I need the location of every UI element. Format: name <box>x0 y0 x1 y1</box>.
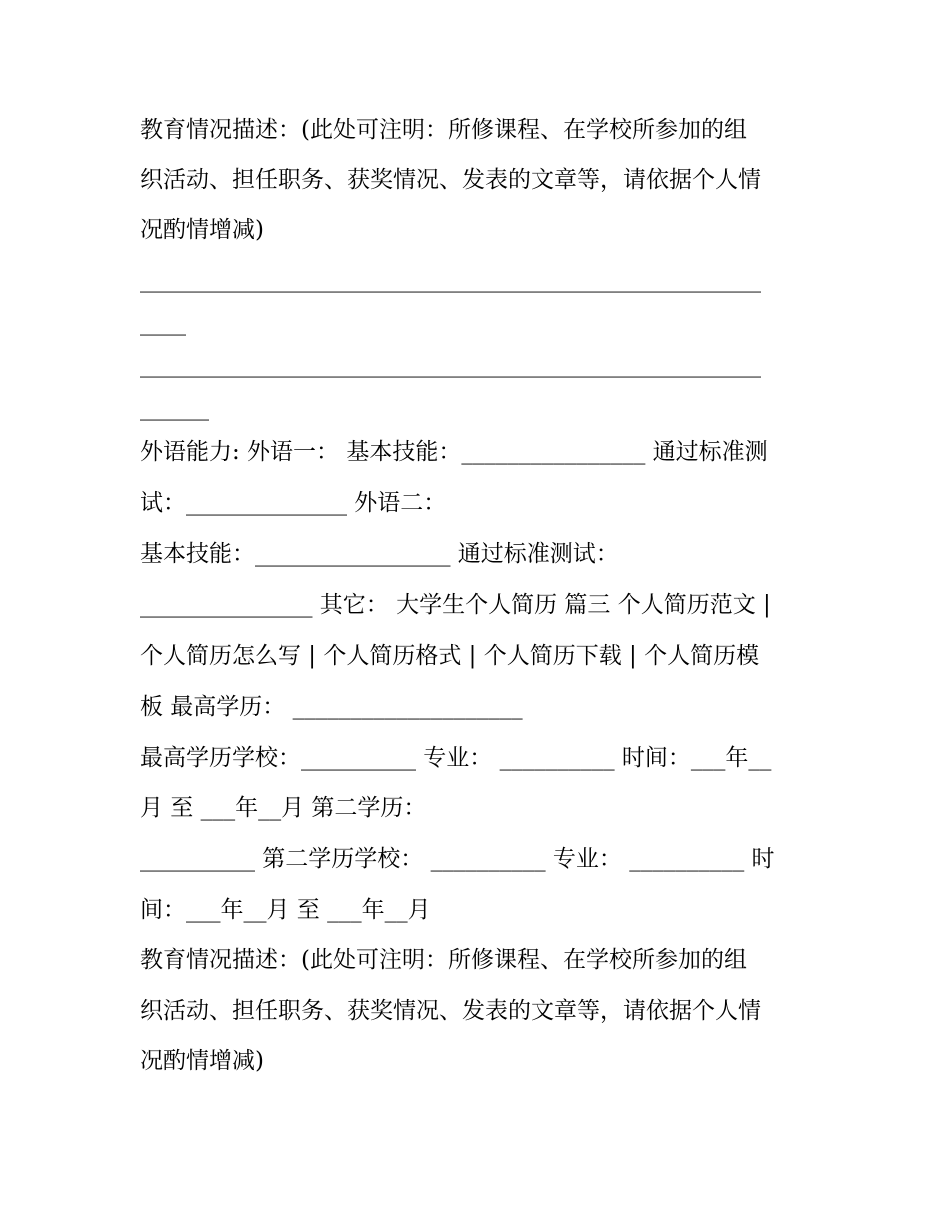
blank-fill-line: ______________________________________________________ <box>140 352 761 378</box>
text-line: 月 至 ___年__月 第二学历： <box>140 795 427 821</box>
text-line: 板 最高学历： ____________________ <box>140 694 523 720</box>
blank-fill-line: ______________________________________________________ <box>140 267 761 293</box>
text-line: 况酌情增减) <box>140 217 264 243</box>
text-line: 织活动、担任职务、获奖情况、发表的文章等，请依据个人情 <box>140 998 761 1024</box>
text-line: 况酌情增减) <box>140 1048 264 1074</box>
text-line: 个人简历怎么写 | 个人简历格式 | 个人简历下载 | 个人简历模 <box>140 643 760 669</box>
text-line: 教育情况描述：(此处可注明：所修课程、在学校所参加的组 <box>140 947 747 973</box>
text-line: 试：______________ 外语二： <box>140 490 447 516</box>
text-line: 基本技能：_________________ 通过标准测试： <box>140 541 619 567</box>
text-line: 外语能力: 外语一： 基本技能：________________ 通过标准测 <box>140 439 768 465</box>
text-line: _______________ 其它： 大学生个人简历 篇三 个人简历范文 | <box>140 592 771 618</box>
text-line: 最高学历学校：__________ 专业： __________ 时间：___年__ <box>140 745 772 771</box>
blank-fill-line: ____ <box>140 310 186 336</box>
blank-fill-line: ______ <box>140 395 209 421</box>
text-line: 教育情况描述：(此处可注明：所修课程、在学校所参加的组 <box>140 117 747 143</box>
text-line: __________ 第二学历学校： __________ 专业： __________ 时 <box>140 846 775 872</box>
text-line: 织活动、担任职务、获奖情况、发表的文章等，请依据个人情 <box>140 167 761 193</box>
text-line: 间：___年__月 至 ___年__月 <box>140 897 431 923</box>
